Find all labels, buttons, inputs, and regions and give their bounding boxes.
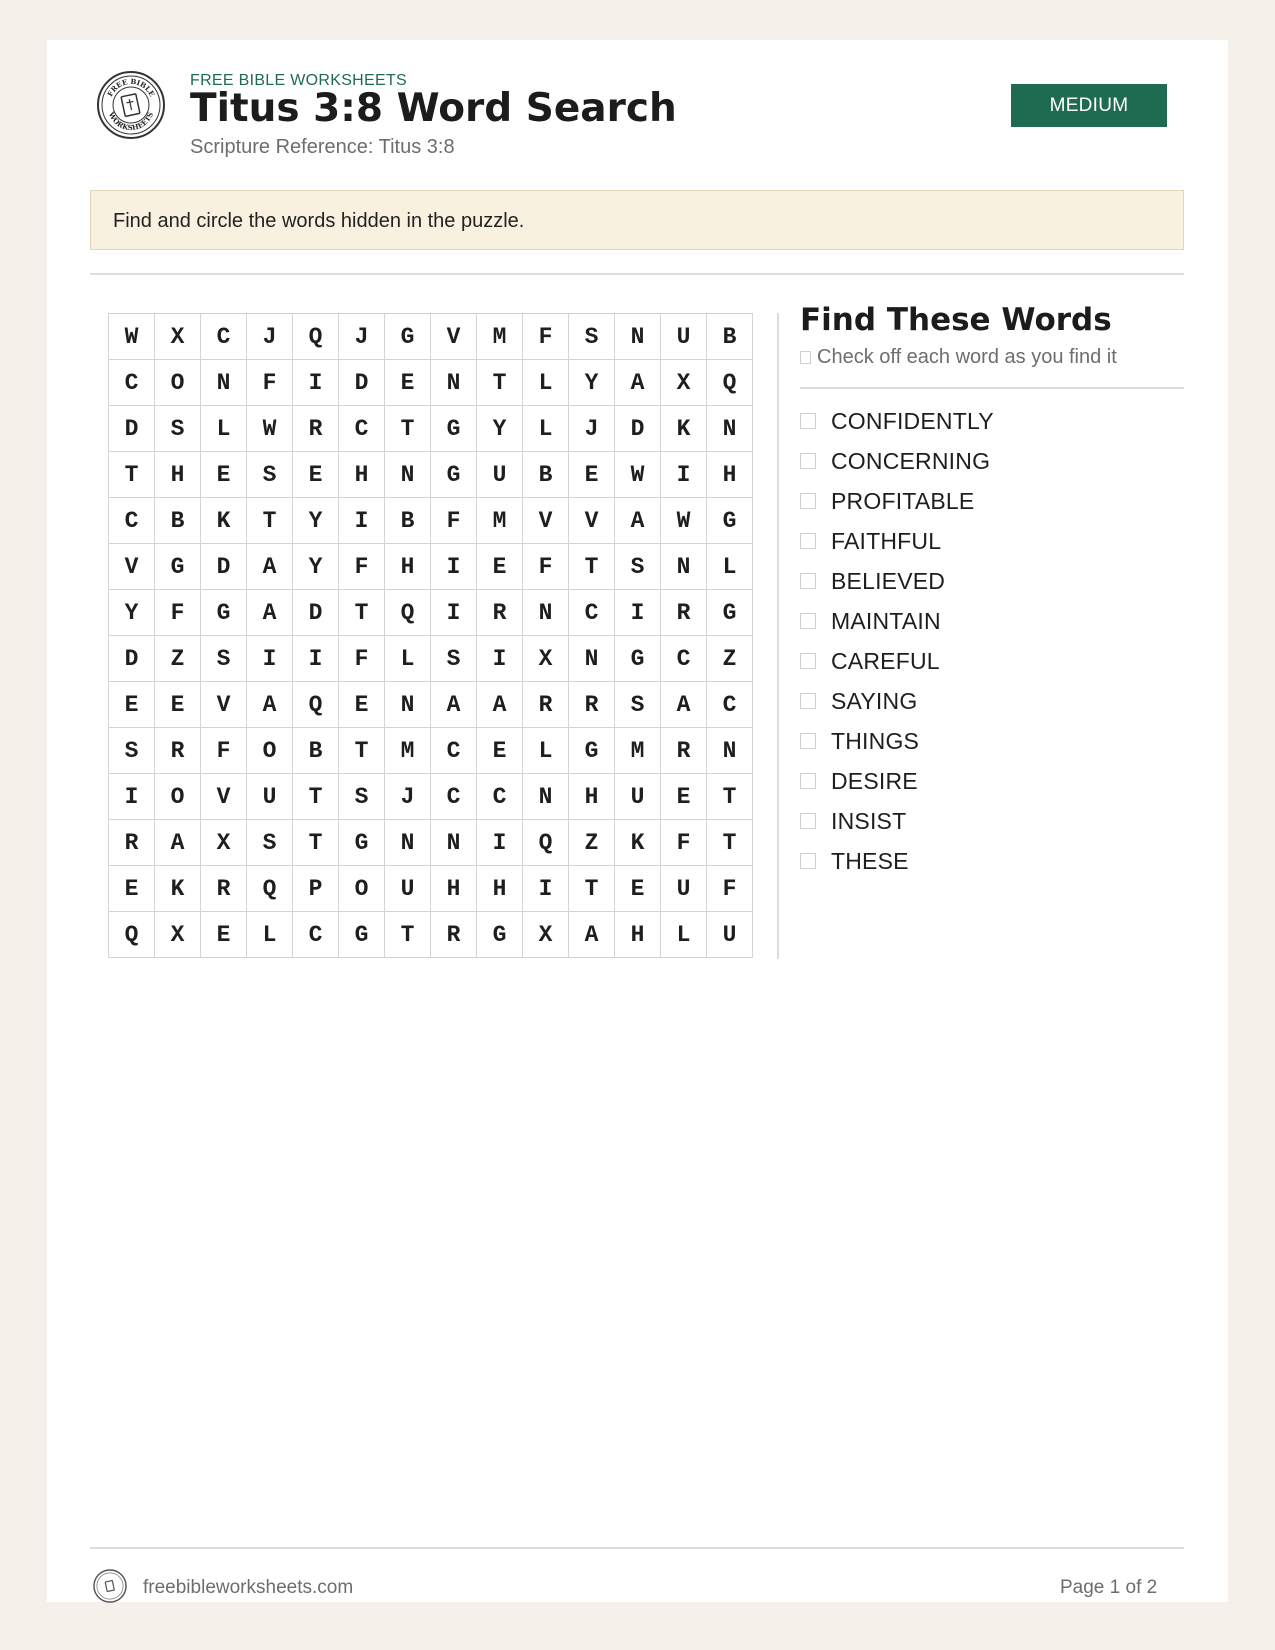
- footer-divider: [90, 1547, 1184, 1549]
- grid-cell[interactable]: K: [615, 820, 661, 866]
- grid-cell[interactable]: E: [293, 452, 339, 498]
- grid-cell[interactable]: S: [247, 452, 293, 498]
- grid-cell[interactable]: H: [431, 866, 477, 912]
- grid-row: [109, 498, 753, 544]
- grid-cell[interactable]: A: [569, 912, 615, 958]
- word-label: DESIRE: [831, 767, 918, 794]
- grid-cell[interactable]: C: [707, 682, 753, 728]
- grid-cell[interactable]: Z: [569, 820, 615, 866]
- grid-cell[interactable]: E: [569, 452, 615, 498]
- grid-cell[interactable]: Q: [293, 314, 339, 360]
- grid-cell[interactable]: A: [155, 820, 201, 866]
- grid-cell[interactable]: D: [339, 360, 385, 406]
- grid-cell[interactable]: W: [247, 406, 293, 452]
- word-checkbox[interactable]: [800, 773, 816, 789]
- grid-cell[interactable]: K: [201, 498, 247, 544]
- grid-row: [109, 820, 753, 866]
- grid-cell[interactable]: K: [661, 406, 707, 452]
- grid-row: [109, 636, 753, 682]
- grid-cell[interactable]: W: [661, 498, 707, 544]
- grid-cell[interactable]: S: [247, 820, 293, 866]
- grid-cell[interactable]: Z: [155, 636, 201, 682]
- grid-cell[interactable]: A: [477, 682, 523, 728]
- word-checkbox[interactable]: [800, 413, 816, 429]
- word-item: [800, 801, 994, 841]
- page-number: Page 1 of 2: [1060, 1577, 1158, 1598]
- grid-row: [109, 774, 753, 820]
- grid-cell[interactable]: B: [707, 314, 753, 360]
- grid-cell[interactable]: R: [477, 590, 523, 636]
- grid-cell[interactable]: C: [661, 636, 707, 682]
- grid-cell[interactable]: F: [339, 544, 385, 590]
- word-item: [800, 441, 994, 481]
- grid-row: [109, 912, 753, 958]
- word-label: CONCERNING: [831, 447, 991, 474]
- grid-cell[interactable]: E: [477, 728, 523, 774]
- grid-cell[interactable]: L: [247, 912, 293, 958]
- grid-cell[interactable]: D: [201, 544, 247, 590]
- word-checkbox[interactable]: [800, 453, 816, 469]
- grid-cell[interactable]: V: [201, 682, 247, 728]
- grid-cell[interactable]: C: [109, 498, 155, 544]
- grid-cell[interactable]: G: [339, 912, 385, 958]
- grid-cell[interactable]: T: [293, 774, 339, 820]
- grid-row: [109, 728, 753, 774]
- grid-cell[interactable]: E: [615, 866, 661, 912]
- word-label: FAITHFUL: [831, 527, 942, 554]
- grid-cell[interactable]: N: [431, 360, 477, 406]
- grid-cell[interactable]: F: [431, 498, 477, 544]
- word-checkbox[interactable]: [800, 813, 816, 829]
- grid-cell[interactable]: I: [477, 820, 523, 866]
- grid-cell[interactable]: N: [523, 590, 569, 636]
- grid-cell[interactable]: C: [569, 590, 615, 636]
- grid-cell[interactable]: L: [707, 544, 753, 590]
- grid-cell[interactable]: U: [385, 866, 431, 912]
- grid-cell[interactable]: X: [155, 314, 201, 360]
- grid-cell[interactable]: F: [523, 544, 569, 590]
- word-list-hint: [800, 346, 1117, 369]
- grid-cell[interactable]: E: [201, 912, 247, 958]
- grid-cell[interactable]: W: [109, 314, 155, 360]
- grid-cell[interactable]: I: [477, 636, 523, 682]
- bible-seal-icon: [96, 70, 166, 140]
- word-label: THESE: [831, 847, 909, 874]
- grid-cell[interactable]: B: [155, 498, 201, 544]
- grid-cell[interactable]: H: [707, 452, 753, 498]
- grid-cell[interactable]: F: [523, 314, 569, 360]
- grid-cell[interactable]: C: [339, 406, 385, 452]
- grid-cell[interactable]: G: [569, 728, 615, 774]
- grid-cell[interactable]: D: [293, 590, 339, 636]
- word-label: MAINTAIN: [831, 607, 941, 634]
- grid-cell[interactable]: A: [247, 544, 293, 590]
- grid-cell[interactable]: Y: [293, 544, 339, 590]
- grid-cell[interactable]: G: [707, 590, 753, 636]
- word-item: [800, 721, 994, 761]
- grid-cell[interactable]: I: [523, 866, 569, 912]
- grid-cell[interactable]: I: [109, 774, 155, 820]
- brand-name: FREE BIBLE WORKSHEETS: [190, 72, 408, 89]
- grid-cell[interactable]: N: [569, 636, 615, 682]
- column-divider: [777, 313, 779, 959]
- grid-cell[interactable]: T: [339, 728, 385, 774]
- grid-cell[interactable]: M: [615, 728, 661, 774]
- grid-cell[interactable]: R: [109, 820, 155, 866]
- grid-cell[interactable]: T: [707, 820, 753, 866]
- word-checkbox[interactable]: [800, 853, 816, 869]
- grid-cell[interactable]: V: [109, 544, 155, 590]
- grid-cell[interactable]: T: [707, 774, 753, 820]
- word-item: [800, 601, 994, 641]
- grid-cell[interactable]: Q: [293, 682, 339, 728]
- checkbox-icon: [800, 351, 811, 364]
- grid-cell[interactable]: V: [201, 774, 247, 820]
- grid-cell[interactable]: X: [155, 912, 201, 958]
- grid-cell[interactable]: U: [247, 774, 293, 820]
- grid-cell[interactable]: X: [523, 912, 569, 958]
- grid-cell[interactable]: Y: [477, 406, 523, 452]
- word-checkbox[interactable]: [800, 613, 816, 629]
- grid-cell[interactable]: O: [155, 360, 201, 406]
- grid-cell[interactable]: D: [615, 406, 661, 452]
- logo-text-top: FREE BIBLE: [105, 76, 157, 98]
- grid-cell[interactable]: C: [293, 912, 339, 958]
- divider: [90, 273, 1184, 275]
- grid-cell[interactable]: L: [523, 406, 569, 452]
- difficulty-badge: MEDIUM: [1011, 84, 1167, 127]
- grid-cell[interactable]: E: [201, 452, 247, 498]
- grid-cell[interactable]: X: [523, 636, 569, 682]
- word-item: [800, 561, 994, 601]
- bible-seal-icon: [93, 1569, 127, 1603]
- grid-cell[interactable]: C: [431, 774, 477, 820]
- grid-cell[interactable]: H: [477, 866, 523, 912]
- grid-cell[interactable]: T: [569, 544, 615, 590]
- word-item: [800, 401, 994, 441]
- grid-cell[interactable]: D: [109, 636, 155, 682]
- grid-cell[interactable]: D: [109, 406, 155, 452]
- footer-site: freebibleworksheets.com: [143, 1577, 354, 1598]
- grid-cell[interactable]: R: [661, 728, 707, 774]
- grid-cell[interactable]: S: [615, 682, 661, 728]
- word-item: [800, 761, 994, 801]
- grid-cell[interactable]: I: [615, 590, 661, 636]
- grid-cell[interactable]: G: [431, 406, 477, 452]
- grid-cell[interactable]: F: [155, 590, 201, 636]
- word-label: SAYING: [831, 687, 918, 714]
- grid-cell[interactable]: F: [661, 820, 707, 866]
- grid-cell[interactable]: A: [615, 360, 661, 406]
- word-item: [800, 681, 994, 721]
- grid-cell[interactable]: L: [385, 636, 431, 682]
- worksheet-page: [47, 40, 1228, 1602]
- grid-cell[interactable]: T: [385, 406, 431, 452]
- word-checkbox[interactable]: [800, 693, 816, 709]
- word-item: [800, 841, 994, 881]
- grid-cell[interactable]: Y: [293, 498, 339, 544]
- grid-cell[interactable]: A: [615, 498, 661, 544]
- word-list: [800, 401, 994, 881]
- grid-cell[interactable]: S: [615, 544, 661, 590]
- grid-cell[interactable]: T: [569, 866, 615, 912]
- grid-cell[interactable]: H: [615, 912, 661, 958]
- word-checkbox[interactable]: [800, 493, 816, 509]
- grid-cell[interactable]: A: [431, 682, 477, 728]
- grid-cell[interactable]: S: [201, 636, 247, 682]
- grid-row: [109, 360, 753, 406]
- word-checkbox[interactable]: [800, 653, 816, 669]
- grid-row: [109, 544, 753, 590]
- grid-cell[interactable]: T: [477, 360, 523, 406]
- grid-cell[interactable]: Q: [109, 912, 155, 958]
- grid-cell[interactable]: N: [201, 360, 247, 406]
- grid-cell[interactable]: R: [155, 728, 201, 774]
- word-search-grid: [108, 313, 753, 958]
- word-checkbox[interactable]: [800, 573, 816, 589]
- grid-cell[interactable]: X: [201, 820, 247, 866]
- grid-cell[interactable]: I: [661, 452, 707, 498]
- grid-row: [109, 452, 753, 498]
- grid-cell[interactable]: I: [293, 360, 339, 406]
- word-label: BELIEVED: [831, 567, 946, 594]
- grid-cell[interactable]: S: [339, 774, 385, 820]
- word-list-hint-text: Check off each word as you find it: [817, 346, 1117, 368]
- grid-cell[interactable]: V: [523, 498, 569, 544]
- grid-cell[interactable]: F: [201, 728, 247, 774]
- grid-cell[interactable]: G: [615, 636, 661, 682]
- grid-cell[interactable]: F: [707, 866, 753, 912]
- grid-cell[interactable]: I: [293, 636, 339, 682]
- grid-cell[interactable]: J: [569, 406, 615, 452]
- word-label: CAREFUL: [831, 647, 940, 674]
- grid-cell[interactable]: S: [569, 314, 615, 360]
- logo-text-bottom: WORKSHEETS: [106, 110, 156, 133]
- grid-cell[interactable]: L: [523, 728, 569, 774]
- grid-cell[interactable]: R: [293, 406, 339, 452]
- grid-cell[interactable]: T: [385, 912, 431, 958]
- grid-cell[interactable]: O: [155, 774, 201, 820]
- grid-cell[interactable]: T: [293, 820, 339, 866]
- grid-cell[interactable]: U: [707, 912, 753, 958]
- grid-cell[interactable]: G: [201, 590, 247, 636]
- grid-cell[interactable]: J: [339, 314, 385, 360]
- grid-cell[interactable]: Y: [109, 590, 155, 636]
- grid-cell[interactable]: T: [247, 498, 293, 544]
- word-label: PROFITABLE: [831, 487, 975, 514]
- grid-cell[interactable]: N: [615, 314, 661, 360]
- grid-cell[interactable]: R: [569, 682, 615, 728]
- grid-cell[interactable]: B: [523, 452, 569, 498]
- grid-row: [109, 682, 753, 728]
- grid-cell[interactable]: G: [385, 314, 431, 360]
- grid-row: [109, 314, 753, 360]
- grid-cell[interactable]: E: [661, 774, 707, 820]
- grid-cell[interactable]: L: [201, 406, 247, 452]
- grid-cell[interactable]: N: [707, 728, 753, 774]
- word-label: CONFIDENTLY: [831, 407, 994, 434]
- grid-cell[interactable]: C: [477, 774, 523, 820]
- grid-cell[interactable]: T: [109, 452, 155, 498]
- word-label: INSIST: [831, 807, 907, 834]
- grid-cell[interactable]: H: [155, 452, 201, 498]
- grid-cell[interactable]: G: [431, 452, 477, 498]
- grid-cell[interactable]: O: [247, 728, 293, 774]
- grid-cell[interactable]: I: [431, 590, 477, 636]
- grid-cell[interactable]: E: [155, 682, 201, 728]
- grid-cell[interactable]: R: [523, 682, 569, 728]
- grid-cell[interactable]: G: [477, 912, 523, 958]
- grid-cell[interactable]: U: [477, 452, 523, 498]
- grid-cell[interactable]: G: [707, 498, 753, 544]
- divider: [800, 387, 1184, 389]
- grid-cell[interactable]: B: [293, 728, 339, 774]
- grid-cell[interactable]: K: [155, 866, 201, 912]
- grid-cell[interactable]: A: [247, 682, 293, 728]
- grid-cell[interactable]: R: [201, 866, 247, 912]
- grid-cell[interactable]: H: [339, 452, 385, 498]
- grid-cell[interactable]: O: [339, 866, 385, 912]
- grid-cell[interactable]: R: [661, 590, 707, 636]
- grid-cell[interactable]: U: [661, 866, 707, 912]
- word-item: [800, 641, 994, 681]
- grid-cell[interactable]: P: [293, 866, 339, 912]
- grid-cell[interactable]: E: [109, 682, 155, 728]
- grid-row: [109, 866, 753, 912]
- grid-row: [109, 406, 753, 452]
- grid-row: [109, 590, 753, 636]
- grid-cell[interactable]: Z: [707, 636, 753, 682]
- grid-cell[interactable]: I: [339, 498, 385, 544]
- grid-cell[interactable]: V: [569, 498, 615, 544]
- grid-cell[interactable]: N: [523, 774, 569, 820]
- grid-cell[interactable]: N: [431, 820, 477, 866]
- word-checkbox[interactable]: [800, 733, 816, 749]
- instructions-text: Find and circle the words hidden in the puzzle.: [113, 210, 525, 232]
- instructions-box: [90, 190, 1184, 250]
- grid-cell[interactable]: L: [661, 912, 707, 958]
- grid-cell[interactable]: J: [247, 314, 293, 360]
- grid-cell[interactable]: M: [477, 498, 523, 544]
- grid-cell[interactable]: E: [339, 682, 385, 728]
- grid-cell[interactable]: F: [247, 360, 293, 406]
- grid-cell[interactable]: C: [431, 728, 477, 774]
- word-list-title: Find These Words: [800, 302, 1112, 338]
- grid-cell[interactable]: I: [247, 636, 293, 682]
- grid-cell[interactable]: E: [385, 360, 431, 406]
- grid-cell[interactable]: V: [431, 314, 477, 360]
- grid-cell[interactable]: U: [615, 774, 661, 820]
- grid-cell[interactable]: N: [385, 682, 431, 728]
- word-checkbox[interactable]: [800, 533, 816, 549]
- word-item: [800, 521, 994, 561]
- grid-cell[interactable]: F: [339, 636, 385, 682]
- grid-cell[interactable]: Y: [569, 360, 615, 406]
- grid-cell[interactable]: H: [569, 774, 615, 820]
- grid-cell[interactable]: U: [661, 314, 707, 360]
- grid-cell[interactable]: H: [385, 544, 431, 590]
- grid-cell[interactable]: R: [431, 912, 477, 958]
- grid-cell[interactable]: Q: [385, 590, 431, 636]
- grid-cell[interactable]: G: [155, 544, 201, 590]
- grid-cell[interactable]: C: [109, 360, 155, 406]
- grid-cell[interactable]: N: [661, 544, 707, 590]
- scripture-reference: Scripture Reference: Titus 3:8: [190, 136, 455, 158]
- grid-cell[interactable]: B: [385, 498, 431, 544]
- word-label: THINGS: [831, 727, 920, 754]
- grid-cell[interactable]: S: [155, 406, 201, 452]
- grid-cell[interactable]: M: [477, 314, 523, 360]
- grid-cell[interactable]: N: [385, 452, 431, 498]
- grid-cell[interactable]: N: [385, 820, 431, 866]
- grid-cell[interactable]: M: [385, 728, 431, 774]
- grid-cell[interactable]: Q: [707, 360, 753, 406]
- page-title: Titus 3:8 Word Search: [190, 86, 677, 131]
- grid-cell[interactable]: I: [431, 544, 477, 590]
- grid-cell[interactable]: X: [661, 360, 707, 406]
- grid-cell[interactable]: C: [201, 314, 247, 360]
- word-item: [800, 481, 994, 521]
- grid-cell[interactable]: E: [109, 866, 155, 912]
- grid-cell[interactable]: W: [615, 452, 661, 498]
- grid-cell[interactable]: T: [339, 590, 385, 636]
- grid-cell[interactable]: G: [339, 820, 385, 866]
- grid-cell[interactable]: A: [661, 682, 707, 728]
- grid-cell[interactable]: A: [247, 590, 293, 636]
- grid-cell[interactable]: L: [523, 360, 569, 406]
- grid-cell[interactable]: S: [109, 728, 155, 774]
- grid-cell[interactable]: S: [431, 636, 477, 682]
- grid-cell[interactable]: Q: [523, 820, 569, 866]
- grid-cell[interactable]: J: [385, 774, 431, 820]
- grid-cell[interactable]: E: [477, 544, 523, 590]
- grid-cell[interactable]: Q: [247, 866, 293, 912]
- grid-cell[interactable]: N: [707, 406, 753, 452]
